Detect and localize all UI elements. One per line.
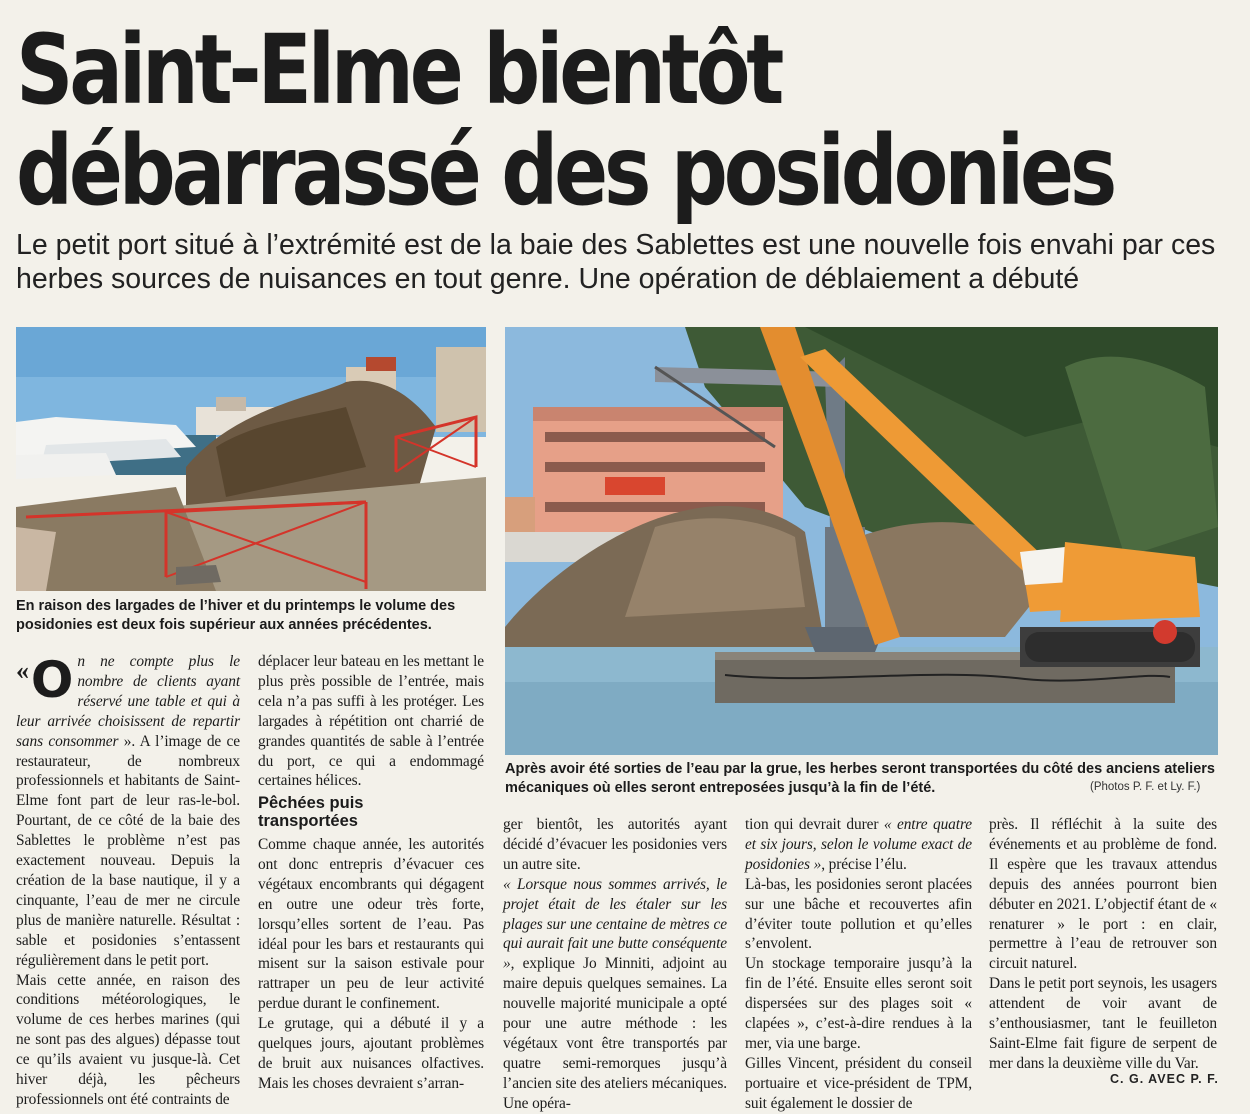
col4-quote: « entre quatre et six jours, selon le volume exact de posidonies » [745, 816, 973, 873]
col5-paragraph-2: Dans le petit port seynois, les usagers attendent de voir avant de s’enthousiasmer, tant le feuilleton Saint-Elme fait figure de serpent de mer dans la deuxième ville du Var. [989, 975, 1217, 1072]
headline-line-2: débarrassé des posidonies [16, 115, 1114, 227]
column-5 [989, 815, 1217, 1074]
photo-harbor-posidonia [16, 327, 486, 591]
photo-right-caption: Après avoir été sorties de l’eau par la grue, les herbes seront transportées du côté des anciens ateliers mécaniques où elles seront entreposées jusqu’à la fin de l’été. [505, 761, 1215, 796]
column-2 [258, 652, 484, 791]
col4-paragraph-1-start: tion qui devrait durer [745, 816, 884, 833]
photo-excavator-barge [505, 327, 1218, 755]
lead-quote-close: ». [118, 732, 140, 750]
drop-cap: O [30, 651, 74, 709]
headline [16, 14, 1114, 227]
photo-credit: (Photos P. F. et Ly. F.) [1090, 781, 1201, 793]
column-3 [503, 815, 727, 1114]
photo-left-caption: En raison des largades de l’hiver et du printemps le volume des posidonies est deux fois supérieur aux années précédentes. [16, 598, 456, 633]
col3-paragraph-1: ger bientôt, les autorités ayant décidé d’évacuer les posidonies vers un autre site. [503, 816, 727, 873]
col3-quote: « Lorsque nous sommes arrivés, le projet était de les étaler sur les plages sur une centaine de mètres ce qui aurait fait une butte conséquente » [503, 875, 727, 973]
col3-paragraph-2: , explique Jo Minniti, adjoint au maire depuis quelques semaines. La nouvelle majorité municipale a opté pour une autre méthode : les végétaux vont être transportés par quatre semi-remorques jusqu’à l’ancien site des ateliers mécaniques. Une opéra- [503, 955, 727, 1112]
col4-paragraph-1-end: , précise l’élu. [821, 855, 907, 873]
column-1 [16, 652, 240, 1110]
column-2-continued [258, 835, 484, 1094]
col4-paragraph-2: Là-bas, les posidonies seront placées sur une bâche et recouvertes afin d’éviter toute pollution et qu’elles s’envolent. [745, 875, 972, 953]
col4-paragraph-3: Un stockage temporaire jusqu’à la fin de l’été. Ensuite elles seront soit dispersées sur des plages soit « clapées », c’est-à-dire rendues à la mer, via une barge. [745, 955, 972, 1052]
col5-paragraph-1: près. Il réfléchit à la suite des événements et au problème de fond. Il espère que les travaux attendus depuis des années pourront bien débuter en 2021. L’objectif étant de « renaturer » le port : en clair, permettre à l’eau de retrouver son circuit naturel. [989, 816, 1217, 973]
col4-paragraph-4: Gilles Vincent, président du conseil portuaire et vice-président de TPM, suit également le dossier de [745, 1054, 972, 1112]
column-4 [745, 815, 972, 1114]
col2-paragraph-3: Le grutage, qui a débuté il y a quelques jours, ajoutant problèmes de bruit aux nuisances olfactives. Mais les choses devraient s’arran- [258, 1015, 484, 1092]
subheading: Pêchées puis transportées [258, 794, 364, 830]
col2-paragraph-2: Comme chaque année, les autorités ont donc entrepris d’évacuer ces végétaux encombrants qui dégagent en outre une odeur très forte, lorsqu’elles sortent de l’eau. Pas idéal pour les bars et restaurants qui misent sur la saison estivale pour rattraper un peu de leur activité perdue durant le confinement. [258, 836, 484, 1013]
standfirst: Le petit port situé à l’extrémité est de la baie des Sablettes est une nouvelle fois envahi par ces herbes sources de nuisances en tout genre. Une opération de déblaiement a débuté [16, 229, 1216, 295]
author-signature: C. G. AVEC P. F. [1110, 1072, 1219, 1086]
headline-line-1: Saint-Elme bientôt [16, 14, 781, 126]
opening-quote-mark: « [16, 656, 29, 685]
col1-paragraph-1: A l’image de ce restaurateur, de nombreux professionnels et habitants de Saint-Elme font part de leur ras-le-bol. Pourtant, de ce côté de la baie des Sablettes le problème n’est pas exactement nouveau. Depuis la création de la base nautique, il y a cinquante, l’eau de mer ne circule plus de manière naturelle. Résultat : sable et posidonies s’entassent régulièrement dans le petit port. [16, 732, 240, 969]
col2-paragraph-1: déplacer leur bateau en les mettant le plus près possible de l’entrée, mais cela n’a pas suffi à les protéger. Les largades à répétition ont charrié de grandes quantités de sable à l’entrée du port, ce qui a endommagé certaines hélices. [258, 653, 484, 790]
lead-quote: n ne compte plus le nombre de clients ayant réservé une table et qui à leur arrivée choisissent de repartir sans consommer [16, 653, 240, 750]
col1-paragraph-2: Mais cette année, en raison des conditions météorologiques, le volume de ces herbes marines (qui ne sont pas des algues) dépasse tout ce qu’ils avaient vu jusque-là. Cet hiver déjà, les pêcheurs professionnels ont été contraints de [16, 971, 240, 1108]
